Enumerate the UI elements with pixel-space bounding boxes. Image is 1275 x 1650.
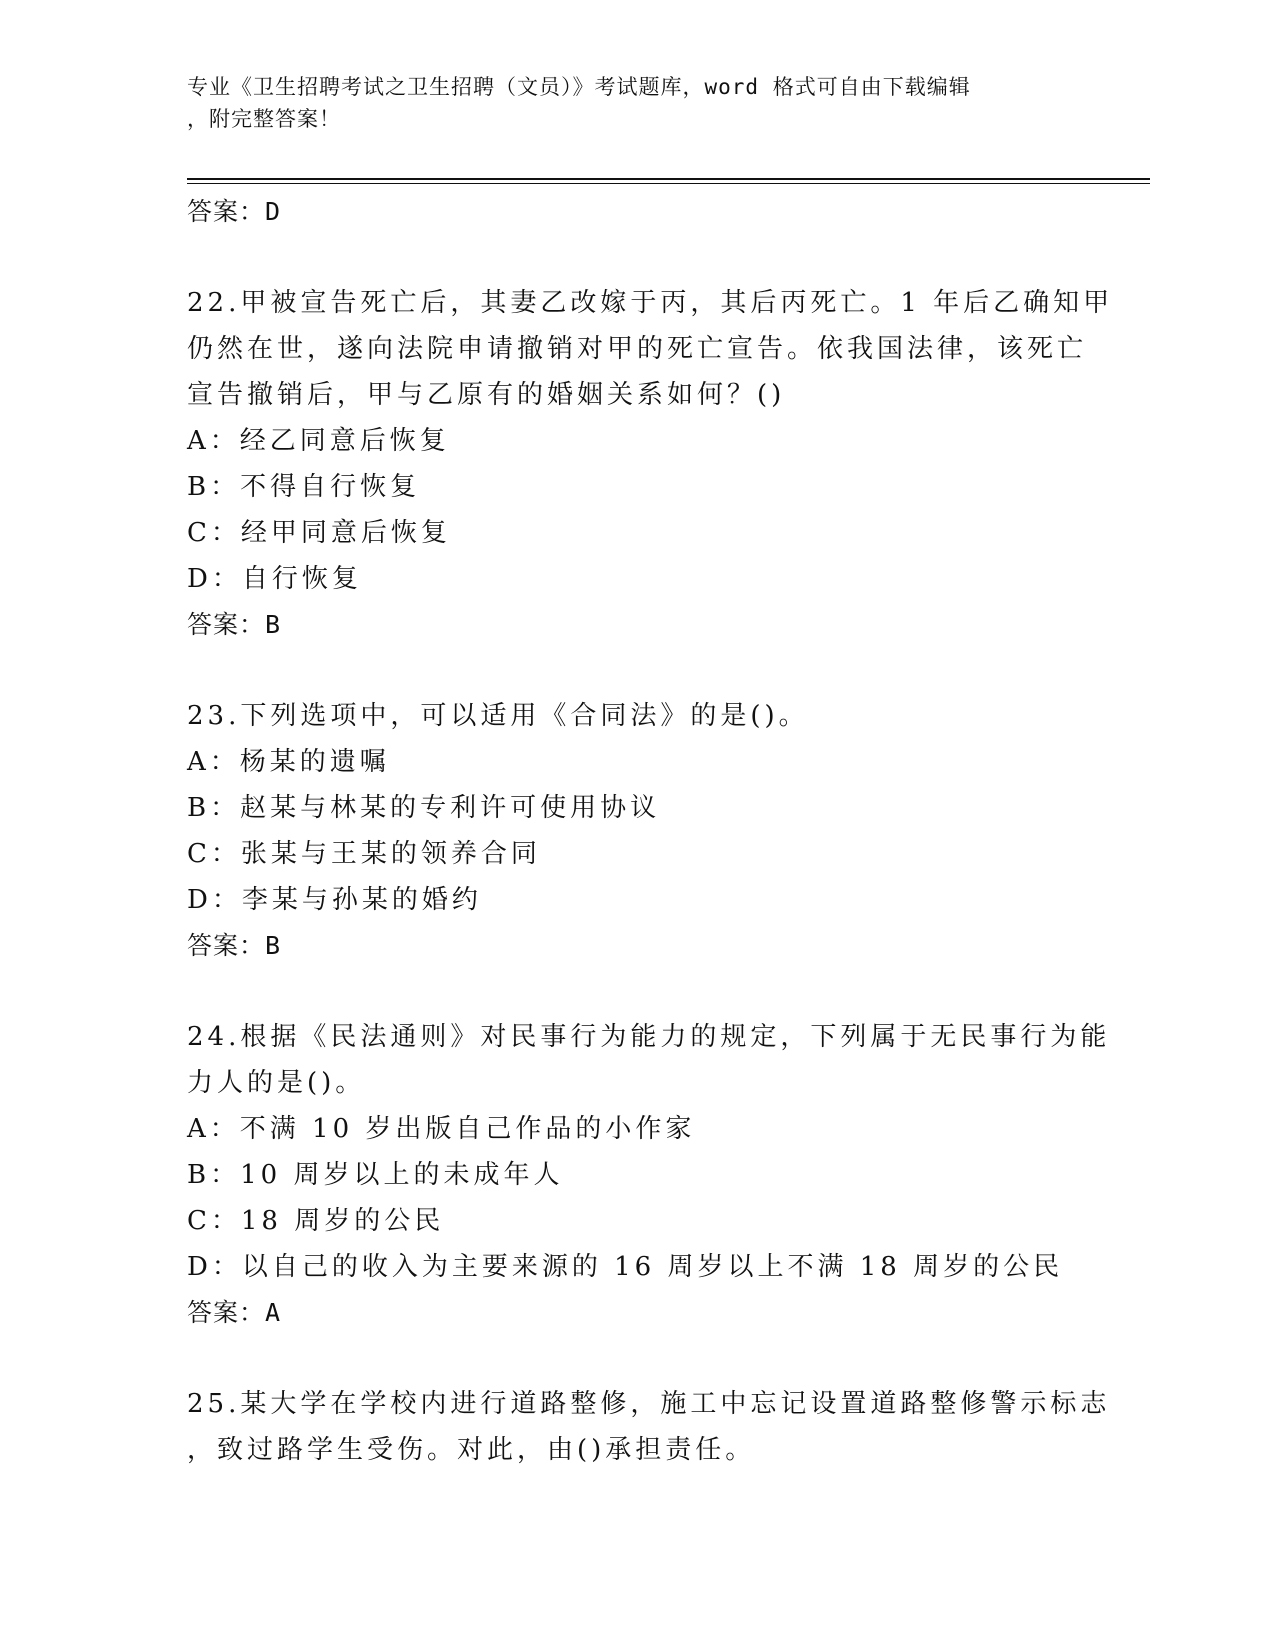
- header-line: ，附完整答案！: [187, 107, 341, 131]
- option-c: C：张某与王某的领养合同: [187, 839, 541, 869]
- option-a: A：不满 10 岁出版自己作品的小作家: [187, 1114, 696, 1144]
- option-b: B：10 周岁以上的未成年人: [187, 1160, 564, 1190]
- option-b: B：不得自行恢复: [187, 472, 421, 502]
- option-d: D：以自己的收入为主要来源的 16 周岁以上不满 18 周岁的公民: [187, 1252, 1064, 1282]
- option-d: D：自行恢复: [187, 564, 362, 594]
- question-23: [187, 693, 1087, 969]
- option-c: C：经甲同意后恢复: [187, 518, 451, 548]
- question-text: 22.甲被宣告死亡后，其妻乙改嫁于丙，其后丙死亡。1 年后乙确知甲: [187, 288, 1114, 318]
- header-divider: [187, 183, 1150, 184]
- question-text: 25.某大学在学校内进行道路整修，施工中忘记设置道路整修警示标志: [187, 1389, 1111, 1419]
- document-body: [187, 189, 1114, 1473]
- answer-line: 答案：D: [187, 197, 282, 226]
- answer-line: 答案：B: [187, 610, 282, 639]
- answer-line: 答案：A: [187, 1298, 282, 1327]
- question-text: 力人的是()。: [187, 1068, 366, 1098]
- question-25: [187, 1381, 1111, 1473]
- answer-line: 答案：B: [187, 931, 282, 960]
- header-divider: [187, 178, 1150, 180]
- option-a: A：经乙同意后恢复: [187, 426, 450, 456]
- option-a: A：杨某的遗嘱: [187, 747, 390, 777]
- question-text: 宣告撤销后，甲与乙原有的婚姻关系如何？(): [187, 380, 786, 410]
- option-d: D：李某与孙某的婚约: [187, 885, 482, 915]
- question-text: ，致过路学生受伤。对此，由()承担责任。: [187, 1435, 756, 1465]
- header-line: 专业《卫生招聘考试之卫生招聘（文员）》考试题库，word 格式可自由下载编辑: [187, 75, 971, 99]
- question-text: 仍然在世，遂向法院申请撤销对甲的死亡宣告。依我国法律，该死亡: [187, 334, 1088, 364]
- question-text: 24.根据《民法通则》对民事行为能力的规定，下列属于无民事行为能: [187, 1022, 1111, 1052]
- option-b: B：赵某与林某的专利许可使用协议: [187, 793, 661, 823]
- question-24: [187, 1014, 1111, 1336]
- document-header: [187, 71, 1067, 135]
- question-text: 23.下列选项中，可以适用《合同法》的是()。: [187, 701, 809, 731]
- option-c: C：18 周岁的公民: [187, 1206, 445, 1236]
- question-22: [187, 280, 1114, 648]
